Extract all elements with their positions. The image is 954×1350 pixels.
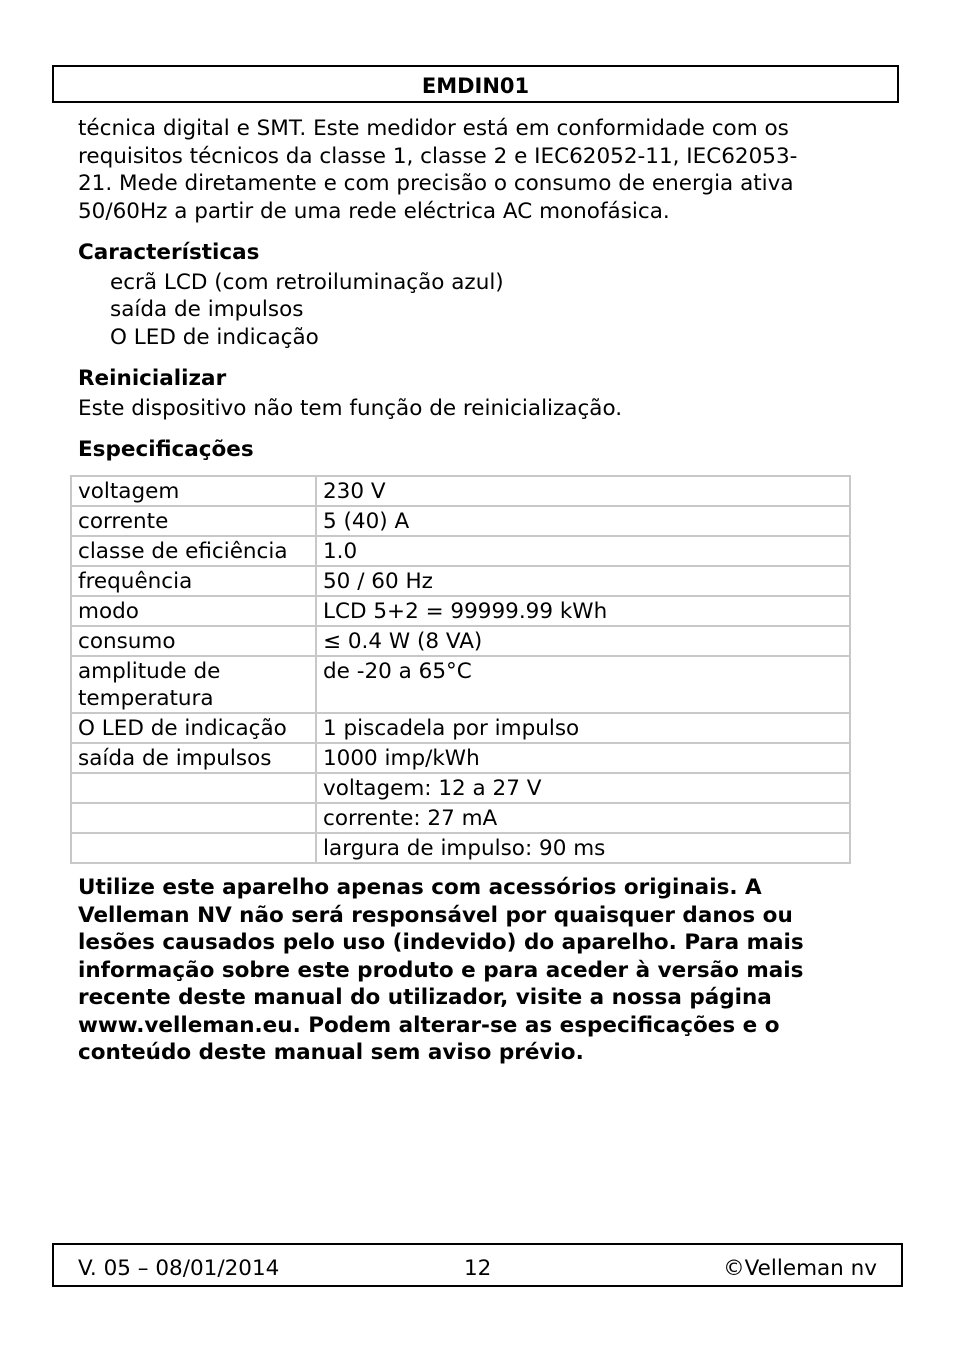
document-header	[52, 65, 899, 103]
table-row	[71, 596, 850, 626]
table-row	[71, 833, 850, 863]
disclaimer-line: Utilize este aparelho apenas com acessórios originais. A	[78, 875, 762, 900]
table-row	[71, 536, 850, 566]
spec-value: 1 piscadela por impulso	[316, 713, 850, 743]
table-row	[71, 566, 850, 596]
spec-value: corrente: 27 mA	[316, 803, 850, 833]
disclaimer-line: recente deste manual do utilizador, visite a nossa página	[78, 985, 772, 1010]
spec-value: de -20 a 65°C	[316, 656, 850, 713]
table-row	[71, 626, 850, 656]
intro-line: 50/60Hz a partir de uma rede eléctrica AC monofásica.	[78, 198, 670, 224]
spec-value: 1.0	[316, 536, 850, 566]
table-row	[71, 743, 850, 773]
document-footer	[52, 1243, 903, 1287]
spec-label	[71, 833, 316, 863]
footer-page-number: 12	[464, 1256, 492, 1281]
reset-heading: Reinicializar	[78, 366, 227, 391]
table-row	[71, 803, 850, 833]
reset-text: Este dispositivo não tem função de reinicialização.	[78, 395, 623, 421]
spec-value: LCD 5+2 = 99999.99 kWh	[316, 596, 850, 626]
disclaimer-line: lesões causados pelo uso (indevido) do aparelho. Para mais	[78, 930, 804, 955]
spec-value: 230 V	[316, 476, 850, 506]
table-row	[71, 476, 850, 506]
table-row	[71, 506, 850, 536]
disclaimer-line: informação sobre este produto e para aceder à versão mais	[78, 957, 804, 983]
spec-label: consumo	[71, 626, 316, 656]
spec-label: modo	[71, 596, 316, 626]
intro-line: técnica digital e SMT. Este medidor está em conformidade com os	[78, 116, 789, 141]
spec-label	[71, 773, 316, 803]
spec-label: frequência	[71, 566, 316, 596]
specs-heading: Especificações	[78, 437, 254, 462]
feature-item: O LED de indicação	[110, 324, 319, 350]
disclaimer-line: Velleman NV não será responsável por quaisquer danos ou	[78, 902, 793, 928]
footer-copyright: ©Velleman nv	[723, 1256, 877, 1281]
intro-line: requisitos técnicos da classe 1, classe 2 e IEC62052-11, IEC62053-	[78, 143, 798, 169]
feature-item: ecrã LCD (com retroiluminação azul)	[110, 269, 504, 295]
spec-label: corrente	[71, 506, 316, 536]
footer-version: V. 05 – 08/01/2014	[78, 1256, 280, 1281]
features-list	[78, 269, 878, 352]
specifications-table	[70, 475, 851, 864]
intro-paragraph	[78, 115, 878, 225]
disclaimer-line: www.velleman.eu. Podem alterar-se as especificações e o	[78, 1012, 780, 1038]
disclaimer-paragraph	[78, 874, 878, 1067]
main-content	[78, 115, 878, 466]
table-row	[71, 773, 850, 803]
features-heading: Características	[78, 240, 260, 265]
feature-item: saída de impulsos	[110, 297, 304, 322]
intro-line: 21. Mede diretamente e com precisão o consumo de energia ativa	[78, 171, 794, 196]
spec-label: saída de impulsos	[71, 743, 316, 773]
spec-value: largura de impulso: 90 ms	[316, 833, 850, 863]
spec-label: O LED de indicação	[71, 713, 316, 743]
spec-value: 5 (40) A	[316, 506, 850, 536]
spec-value: 50 / 60 Hz	[316, 566, 850, 596]
spec-label: classe de eficiência	[71, 536, 316, 566]
disclaimer-line: conteúdo deste manual sem aviso prévio.	[78, 1040, 584, 1065]
spec-value: voltagem: 12 a 27 V	[316, 773, 850, 803]
spec-label: amplitude de temperatura	[71, 656, 316, 713]
table-row	[71, 713, 850, 743]
spec-label	[71, 803, 316, 833]
spec-label: voltagem	[71, 476, 316, 506]
document-title: EMDIN01	[421, 74, 530, 98]
table-row	[71, 656, 850, 713]
spec-value: ≤ 0.4 W (8 VA)	[316, 626, 850, 656]
spec-value: 1000 imp/kWh	[316, 743, 850, 773]
